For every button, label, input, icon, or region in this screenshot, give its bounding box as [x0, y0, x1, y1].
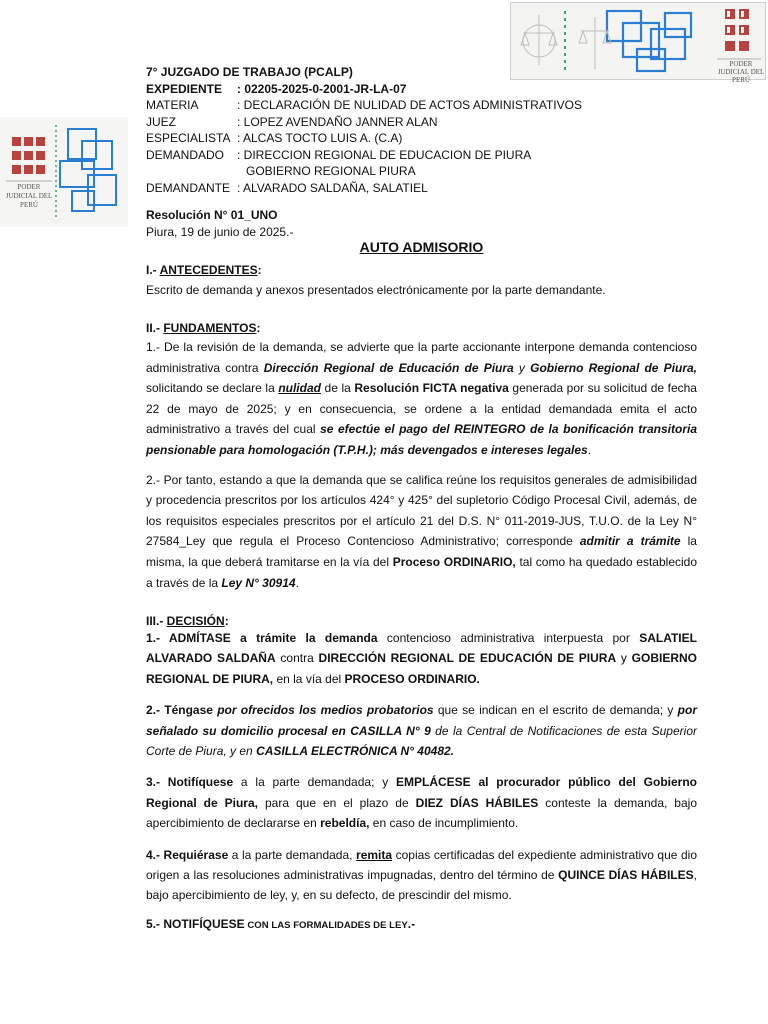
- resolution-number: Resolución N° 01_UNO: [146, 208, 278, 222]
- header-row-especialista: ESPECIALISTA : ALCAS TOCTO LUIS A. (C.A): [146, 131, 403, 145]
- header-row-demandado: DEMANDADO : DIRECCION REGIONAL DE EDUCACION DE PIURA: [146, 147, 532, 162]
- header-row-materia: MATERIA : DECLARACIÓN DE NULIDAD DE ACTOS ADMINISTRATIVOS: [146, 98, 582, 112]
- antecedentes-text: Escrito de demanda y anexos presentados electrónicamente por la parte demandante.: [146, 283, 606, 297]
- poder-judicial-emblem-left-icon: [0, 117, 128, 227]
- decision-3: 3.- Notifíquese a la parte demandada; y EMPLÁCESE al procurador público del Gobierno Regional de Piura, para que en el plazo de DIEZ DÍAS HÁBILES conteste la demanda, bajo apercibimiento de declararse en rebeldía, en caso de incumplimiento.: [146, 775, 697, 831]
- header-row-juez: JUEZ : LOPEZ AVENDAÑO JANNER ALAN: [146, 114, 438, 129]
- resolution-block: [146, 207, 697, 240]
- decision-5: 5.- NOTIFÍQUESE CON LAS FORMALIDADES DE LEY.-: [146, 916, 416, 931]
- section-heading-antecedentes: I.- ANTECEDENTES:: [146, 263, 262, 277]
- fundamento-2: 2.- Por tanto, estando a que la demanda que se califica reúne los requisitos generales de admisibilidad y procedencia prescritos por los artículos 424° y 425° del supletorio Código Procesal Civil, además, de los requisitos especiales prescritos por el artículo 21 del D.S. N° 011-2019-JUS, T.U.O. de la Ley N° 27584_Ley que regula el Proceso Contencioso Administrativo; corresponde admitir a trámite la misma, la que deberá tramitarse en la vía del Proceso ORDINARIO, tal como ha quedado establecido a través de la Ley N° 30914.: [146, 472, 698, 590]
- resolution-date: Piura, 19 de junio de 2025.-: [146, 224, 294, 239]
- header-row-demandado-line2: GOBIERNO REGIONAL PIURA: [246, 164, 416, 178]
- fundamento-1: 1.- De la revisión de la demanda, se advierte que la parte accionante interpone demanda contencioso administrativa contra Dirección Regional de Educación de Piura y Gobierno Regional de Piura, solicitando se declare la nulidad de la Resolución FICTA negativa generada por su solicitud de fecha 22 de mayo de 2025; y en consecuencia, se ordene a la entidad demandada emita el acto administrativo a través del cual se efectúe el pago del REINTEGRO de la bonificación transitoria pensionable para homologación (T.P.H.); más devengados e intereses legales.: [146, 340, 698, 457]
- decision-1: 1.- ADMÍTASE a trámite la demanda contencioso administrativa interpuesta por SALATIEL ALVARADO SALDAÑA contra DIRECCIÓN REGIONAL DE EDUCACIÓN DE PIURA y GOBIERNO REGIONAL DE PIURA, en la vía del PROCESO ORDINARIO.: [146, 631, 698, 686]
- section-antecedentes: [146, 263, 697, 297]
- section-heading-decision: III.- DECISIÓN:: [146, 614, 229, 628]
- logo-top-caption: PODER JUDICIAL DEL PERÚ: [717, 60, 765, 84]
- header-row-expediente: EXPEDIENTE : 02205-2025-0-2001-JR-LA-07: [146, 81, 407, 96]
- document-title: AUTO ADMISORIO: [359, 239, 484, 255]
- section-fundamentos: [146, 321, 697, 593]
- decision-2: 2.- Téngase por ofrecidos los medios probatorios que se indican en el escrito de demanda; y por señalado su domicilio procesal en CASILLA N° 9 de la Central de Notificaciones de esta Superior Corte de Piura, y en CASILLA ELECTRÓNICA N° 40482.: [146, 703, 697, 759]
- court-name: 7° JUZGADO DE TRABAJO (PCALP): [146, 65, 353, 79]
- section-decision: [146, 614, 697, 931]
- case-header: [146, 64, 582, 196]
- header-row-demandante: DEMANDANTE : ALVARADO SALDAÑA, SALATIEL: [146, 180, 428, 195]
- poder-judicial-logo-left: [0, 117, 128, 227]
- logo-left-caption: PODER JUDICIAL DEL PERÚ: [5, 183, 53, 209]
- section-heading-fundamentos: II.- FUNDAMENTOS:: [146, 321, 261, 335]
- decision-4: 4.- Requiérase a la parte demandada, remita copias certificadas del expediente administrativo que dio origen a las resoluciones administrativas impugnadas, dentro del término de QUINCE DÍAS HÁBILES, bajo apercibimiento de ley, y, en su defecto, de prescindir del mismo.: [146, 847, 697, 903]
